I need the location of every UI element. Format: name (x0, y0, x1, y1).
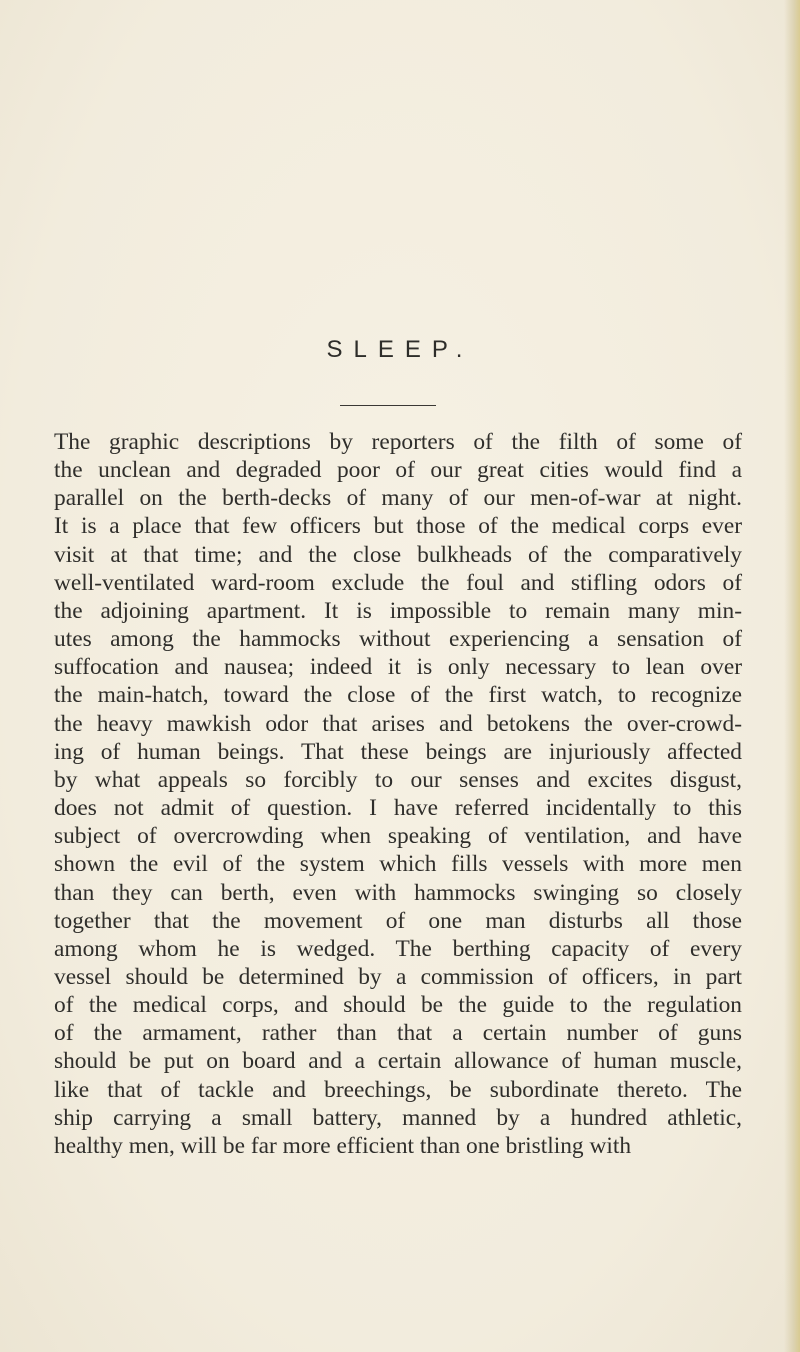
text-line: does not admit of question. I have referred incidentally to this (54, 795, 742, 822)
text-line: utes among the hammocks without experiencing a sensation of (54, 626, 742, 653)
text-line: by what appeals so forcibly to our senses and excites disgust, (54, 766, 742, 793)
text-line: visit at that time; and the close bulkheads of the comparatively (54, 541, 742, 568)
text-line: the main-hatch, toward the close of the first watch, to recognize (54, 682, 742, 709)
text-line: shown the evil of the system which fills vessels with more men (54, 851, 742, 878)
text-line: ship carrying a small battery, manned by a hundred athletic, (54, 1104, 742, 1131)
text-line: ing of human beings. That these beings are injuriously affected (54, 738, 742, 765)
text-line: parallel on the berth-decks of many of our men-of-war at night. (54, 485, 742, 512)
text-line: well-ventilated ward-room exclude the foul and stifling odors of (54, 569, 742, 596)
text-line: suffocation and nausea; indeed it is only necessary to lean over (54, 654, 742, 681)
text-line: like that of tackle and breechings, be subordinate thereto. The (54, 1076, 742, 1103)
text-line: the heavy mawkish odor that arises and betokens the over-crowd- (54, 710, 742, 737)
text-line: the unclean and degraded poor of our great cities would find a (54, 457, 742, 484)
text-line: vessel should be determined by a commission of officers, in part (54, 963, 742, 990)
text-line: subject of overcrowding when speaking of ventilation, and have (54, 823, 742, 850)
text-line: the adjoining apartment. It is impossible to remain many min- (54, 597, 742, 624)
title-rule (340, 405, 436, 406)
chapter-title: SLEEP. (326, 336, 474, 363)
body-paragraph (54, 428, 742, 1160)
page-edge-shadow (784, 0, 800, 1352)
text-line: It is a place that few officers but those of the medical corps ever (54, 513, 742, 540)
text-line: should be put on board and a certain allowance of human muscle, (54, 1048, 742, 1075)
text-line: The graphic descriptions by reporters of the filth of some of (54, 429, 742, 455)
text-line: together that the movement of one man disturbs all those (54, 907, 742, 934)
text-line: healthy men, will be far more efficient than one bristling with (54, 1132, 632, 1159)
text-line: of the armament, rather than that a certain number of guns (54, 1020, 742, 1047)
text-line: among whom he is wedged. The berthing capacity of every (54, 935, 742, 962)
text-line: of the medical corps, and should be the guide to the regulation (54, 992, 742, 1019)
text-line: than they can berth, even with hammocks swinging so closely (54, 879, 742, 906)
